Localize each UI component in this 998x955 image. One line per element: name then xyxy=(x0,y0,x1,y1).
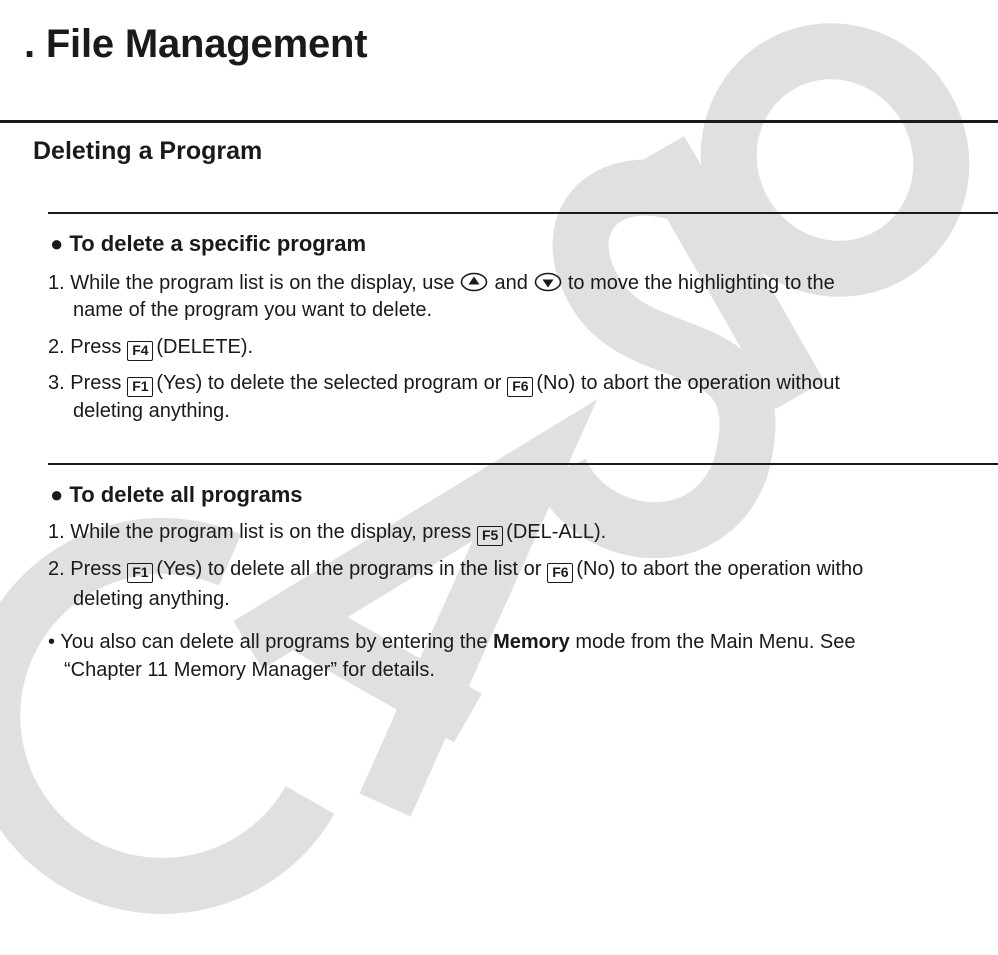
f6-key-icon: F6 xyxy=(547,563,573,583)
step-text: (DELETE). xyxy=(156,336,254,358)
subheading-delete-all xyxy=(50,481,303,509)
f5-key-icon: F5 xyxy=(477,526,503,546)
all-step-2 xyxy=(48,556,863,582)
memory-note-continued: “Chapter 11 Memory Manager” for details. xyxy=(64,659,435,681)
memory-mode-term: Memory xyxy=(493,631,570,653)
subsection-divider-all xyxy=(48,463,998,465)
specific-step-1 xyxy=(48,269,835,296)
step-text: (No) to abort the operation witho xyxy=(576,558,864,580)
step-text: (Yes) to delete all the programs in the list or xyxy=(156,558,542,580)
step-text: (No) to abort the operation without xyxy=(536,372,840,394)
f1-key-icon: F1 xyxy=(127,377,153,397)
page-title: . File Management xyxy=(24,22,368,66)
step-text: 3. Press xyxy=(48,372,122,394)
specific-step-1-continued: name of the program you want to delete. xyxy=(73,299,433,321)
subheading-text: To delete all programs xyxy=(69,482,303,507)
note-text: mode from the Main Menu. See xyxy=(575,631,856,653)
bullet-dot-icon: ● xyxy=(50,231,64,256)
bullet-dot-icon: ● xyxy=(50,482,64,507)
section-heading: Deleting a Program xyxy=(33,137,263,165)
step-text: to move the highlighting to the xyxy=(567,272,835,294)
step-text: 1. While the program list is on the display, press xyxy=(48,521,472,543)
f4-key-icon: F4 xyxy=(127,341,153,361)
step-text: (Yes) to delete the selected program or xyxy=(156,372,502,394)
subheading-delete-specific xyxy=(50,230,366,258)
title-divider xyxy=(0,120,998,123)
subheading-text: To delete a specific program xyxy=(69,231,367,256)
specific-step-3 xyxy=(48,370,840,396)
step-text: 2. Press xyxy=(48,336,122,358)
note-text: You also can delete all programs by entering the xyxy=(60,631,488,653)
memory-note xyxy=(48,629,856,655)
up-arrow-key-icon xyxy=(460,272,488,292)
step-text: 2. Press xyxy=(48,558,122,580)
down-arrow-key-icon xyxy=(534,272,562,292)
step-text: 1. While the program list is on the display, use xyxy=(48,272,455,294)
step-text: (DEL-ALL). xyxy=(506,521,607,543)
f1-key-icon: F1 xyxy=(127,563,153,583)
all-step-2-continued: deleting anything. xyxy=(73,588,230,610)
bullet-icon: • xyxy=(48,631,56,653)
specific-step-2 xyxy=(48,334,253,360)
specific-step-3-continued: deleting anything. xyxy=(73,400,230,422)
subsection-divider-specific xyxy=(48,212,998,214)
step-text: and xyxy=(494,272,528,294)
f6-key-icon: F6 xyxy=(507,377,533,397)
all-step-1 xyxy=(48,519,606,545)
